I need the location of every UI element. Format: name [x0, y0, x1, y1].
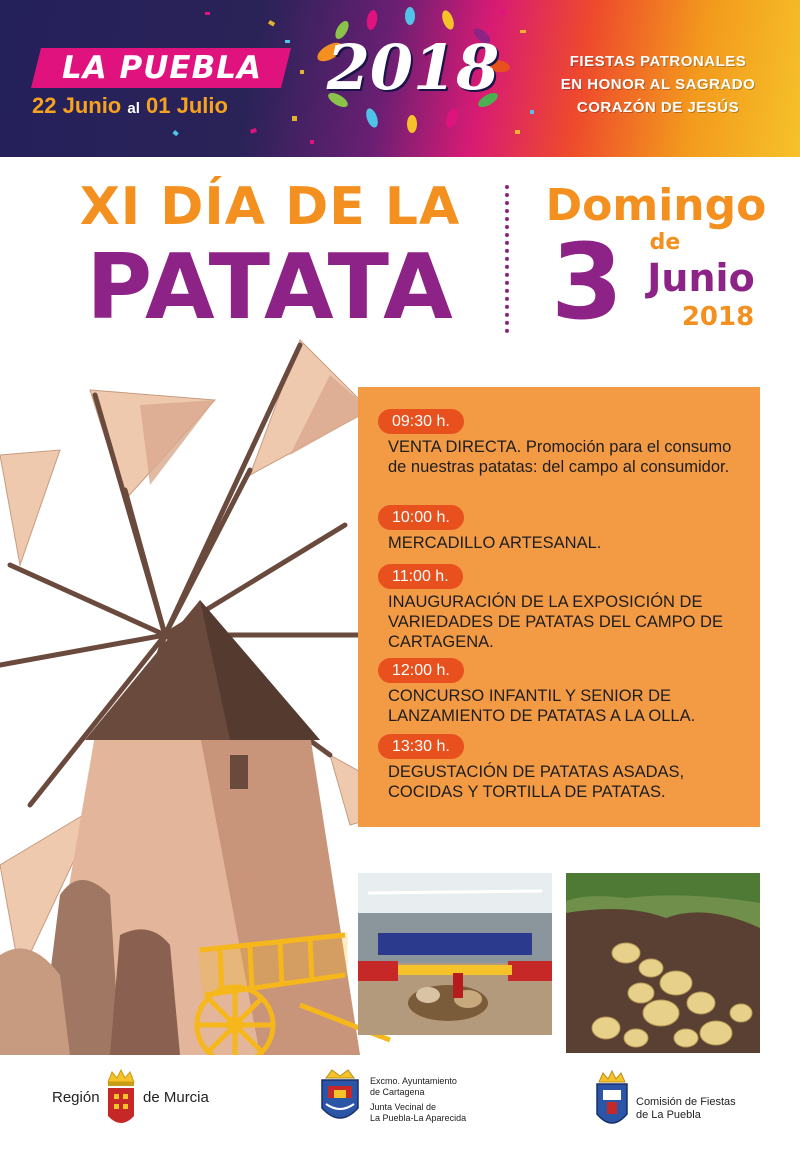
schedule-time: 10:00 h. — [378, 505, 464, 530]
region-label-left: Región — [52, 1089, 100, 1106]
schedule-description: CONCURSO INFANTIL Y SENIOR DE LANZAMIENTO DE PATATAS A LA OLLA. — [388, 687, 696, 725]
event-date-de: de — [649, 230, 681, 255]
ayuntamiento-block — [370, 1076, 466, 1124]
event-title-line-1: XI DÍA DE LA — [79, 177, 461, 237]
date-end: 01 Julio — [146, 93, 228, 118]
schedule-time: 12:00 h. — [378, 658, 464, 683]
exhibition-hall-photo — [358, 873, 552, 1035]
festival-dates — [32, 93, 228, 119]
ayuntamiento-line-3: Junta Vecinal de — [370, 1102, 437, 1112]
event-day: 3 — [550, 221, 624, 343]
comision-block — [636, 1096, 736, 1122]
title-divider — [505, 185, 509, 333]
crown-icon — [104, 1068, 138, 1130]
schedule-time: 13:30 h. — [378, 734, 464, 759]
region-label-right: de Murcia — [143, 1089, 209, 1106]
event-weekday: Domingo — [545, 180, 767, 231]
potato-field-photo — [566, 873, 760, 1053]
ayuntamiento-line-1: Excmo. Ayuntamiento — [370, 1076, 457, 1086]
header-banner — [0, 0, 800, 157]
festival-year: 2018 — [326, 31, 500, 104]
event-year: 2018 — [681, 302, 755, 332]
schedule-description: INAUGURACIÓN DE LA EXPOSICIÓN DE VARIEDADES DE PATATAS DEL CAMPO DE CARTAGENA. — [388, 593, 723, 651]
town-name: LA PUEBLA — [62, 50, 262, 86]
ayuntamiento-line-4: La Puebla-La Aparecida — [370, 1113, 467, 1123]
coat-of-arms-icon — [594, 1070, 630, 1132]
date-joiner: al — [127, 100, 140, 117]
schedule-description: DEGUSTACIÓN DE PATATAS ASADAS, COCIDAS Y TORTILLA DE PATATAS. — [388, 763, 685, 801]
event-month: Junio — [647, 256, 755, 300]
festival-line-3: CORAZÓN DE JESÚS — [576, 99, 740, 116]
schedule-time: 11:00 h. — [378, 564, 463, 589]
festival-line-2: EN HONOR AL SAGRADO — [560, 76, 756, 93]
event-title-line-2: PATATA — [86, 235, 454, 340]
schedule-panel — [358, 387, 760, 827]
festival-description — [538, 50, 778, 119]
schedule-description: VENTA DIRECTA. Promoción para el consumo de nuestras patatas: del campo al consumidor. — [388, 438, 732, 476]
comision-line-1: Comisión de Fiestas — [636, 1096, 736, 1108]
schedule-time: 09:30 h. — [378, 409, 464, 434]
ayuntamiento-line-2: de Cartagena — [370, 1087, 425, 1097]
comision-line-2: de La Puebla — [636, 1109, 701, 1121]
coat-of-arms-icon — [318, 1068, 362, 1128]
date-start: 22 Junio — [32, 93, 122, 118]
schedule-description: MERCADILLO ARTESANAL. — [388, 534, 602, 552]
festival-line-1: FIESTAS PATRONALES — [569, 53, 747, 70]
